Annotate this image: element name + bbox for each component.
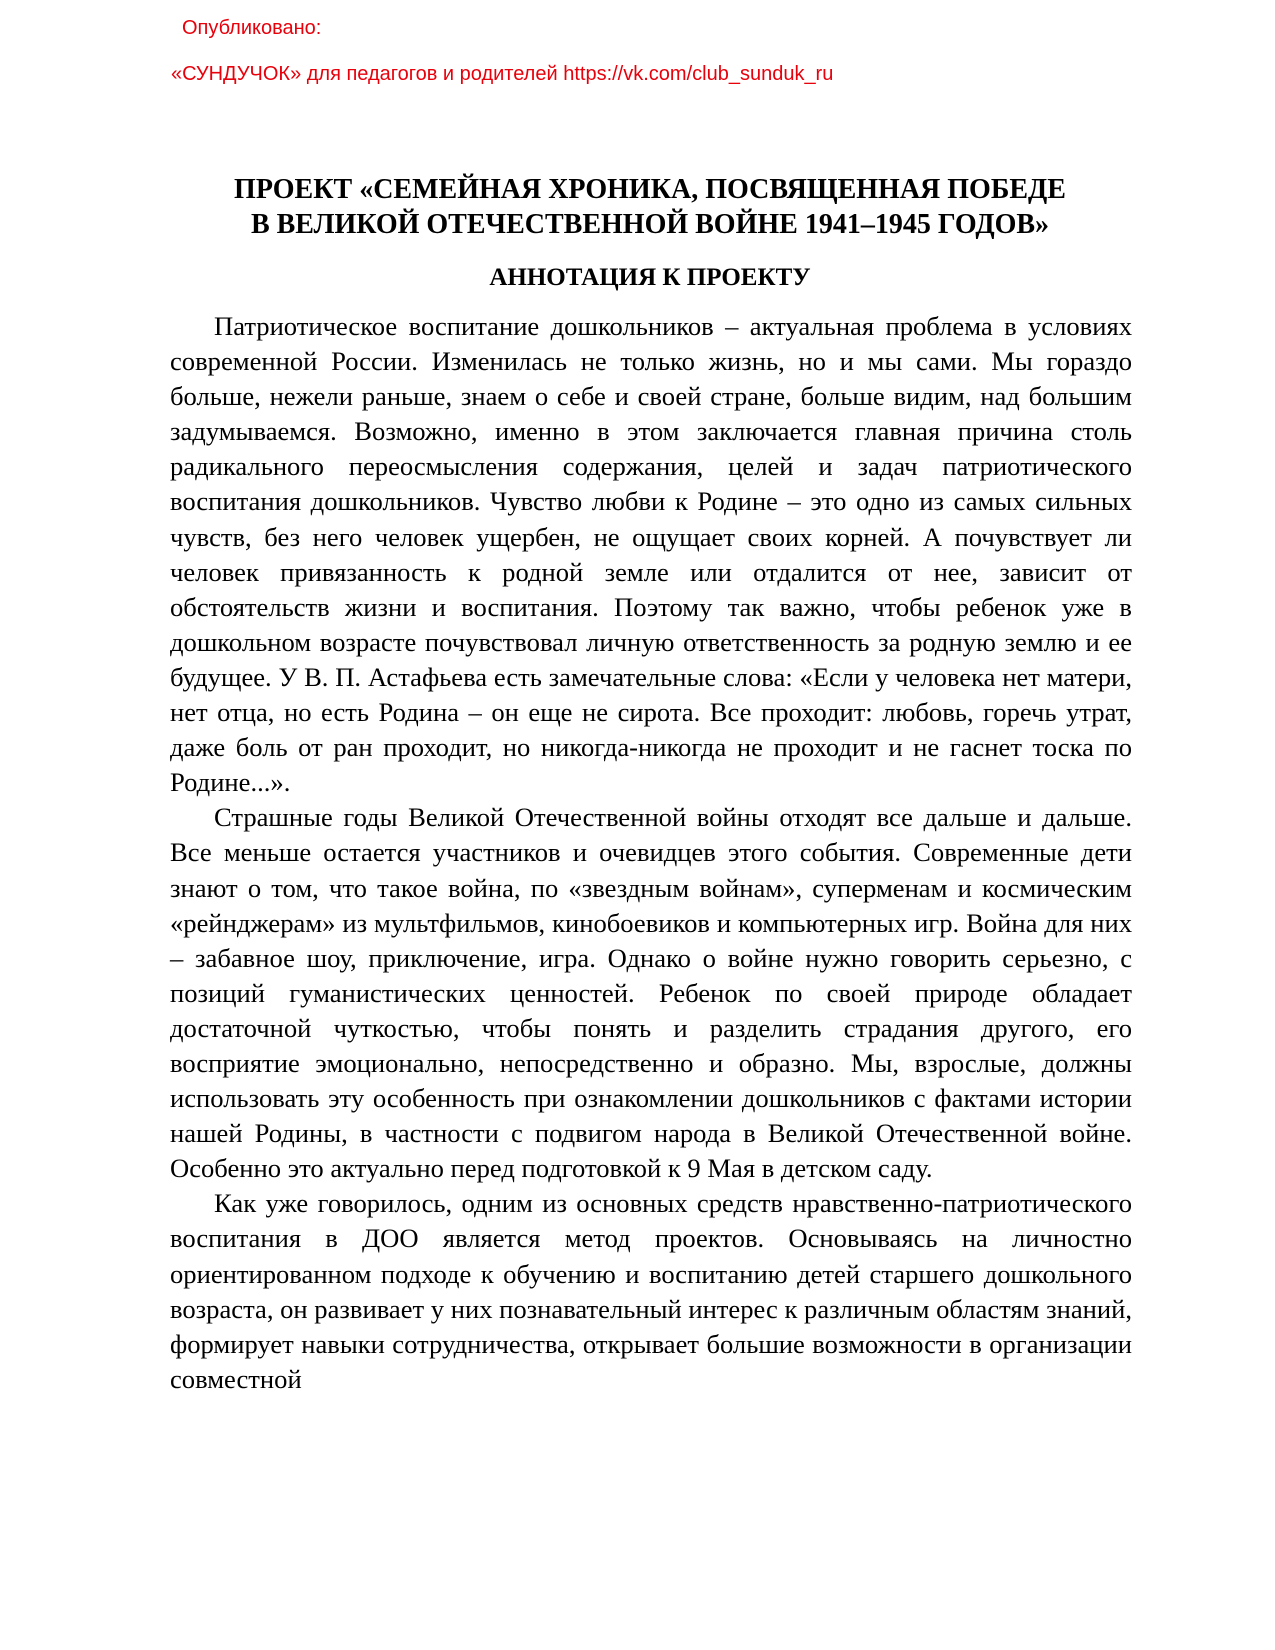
paragraph-2: Страшные годы Великой Отечественной войны отходят все дальше и дальше. Все меньше остается участников и очевидцев этого события. Современные дети знают о том, что такое война, по «звездным войнам», суперменам и космическим «рейнджерам» из мультфильмов, кинобоевиков и компьютерных игр. Война для них – забавное шоу, приключение, игра. Однако о войне нужно говорить серьезно, с позиций гуманистических ценностей. Ребенок по своей природе обладает достаточной чуткостью, чтобы понять и разделить страдания другого, его восприятие эмоционально, непосредственно и образно. Мы, взрослые, должны использовать эту особенность при ознакомлении дошкольников с фактами истории нашей Родины, в частности с подвигом народа в Великой Отечественной войне. Особенно это актуально перед подготовкой к 9 Мая в детском саду. [170, 802, 1132, 1184]
section-subtitle: АННОТАЦИЯ К ПРОЕКТУ [489, 264, 811, 291]
paragraph-1: Патриотическое воспитание дошкольников – актуальная проблема в условиях современной России. Изменилась не только жизнь, но и мы сами. Мы гораздо больше, нежели раньше, знаем о себе и своей стране, больше видим, над большим задумываемся. Возможно, именно в этом заключается главная причина столь радикального переосмысления содержания, целей и задач патриотического воспитания дошкольников. Чувство любви к Родине – это одно из самых сильных чувств, без него человек ущербен, не ощущает своих корней. А почувствует ли человек привязанность к родной земле или отдалится от нее, зависит от обстоятельств жизни и воспитания. Поэтому так важно, чтобы ребенок уже в дошкольном возрасте почувствовал личную ответственность за родную землю и ее будущее. У В. П. Астафьева есть замечательные слова: «Если у человека нет матери, нет отца, но есть Родина – он еще не сирота. Все проходит: любовь, горечь утрат, даже боль от ран проходит, но никогда-никогда не проходит и не гаснет тоска по Родине...». [170, 311, 1132, 798]
document-title [170, 172, 1130, 242]
title-line-1: ПРОЕКТ «СЕМЕЙНАЯ ХРОНИКА, ПОСВЯЩЕННАЯ ПОБЕДЕ [234, 174, 1066, 205]
paragraph-3: Как уже говорилось, одним из основных средств нравственно-патриотического воспитания в ДОО является метод проектов. Основываясь на личностно ориентированном подходе к обучению и воспитанию детей старшего дошкольного возраста, он развивает у них познавательный интерес к различным областям знаний, формирует навыки сотрудничества, открывает большие возможности в организации совместной [170, 1188, 1132, 1394]
published-label: Опубликовано: [182, 17, 322, 39]
title-line-2: В ВЕЛИКОЙ ОТЕЧЕСТВЕННОЙ ВОЙНЕ 1941–1945 ГОДОВ» [250, 209, 1050, 240]
source-link[interactable]: «СУНДУЧОК» для педагогов и родителей https://vk.com/club_sunduk_ru [171, 63, 834, 85]
document-body [170, 309, 1132, 1397]
